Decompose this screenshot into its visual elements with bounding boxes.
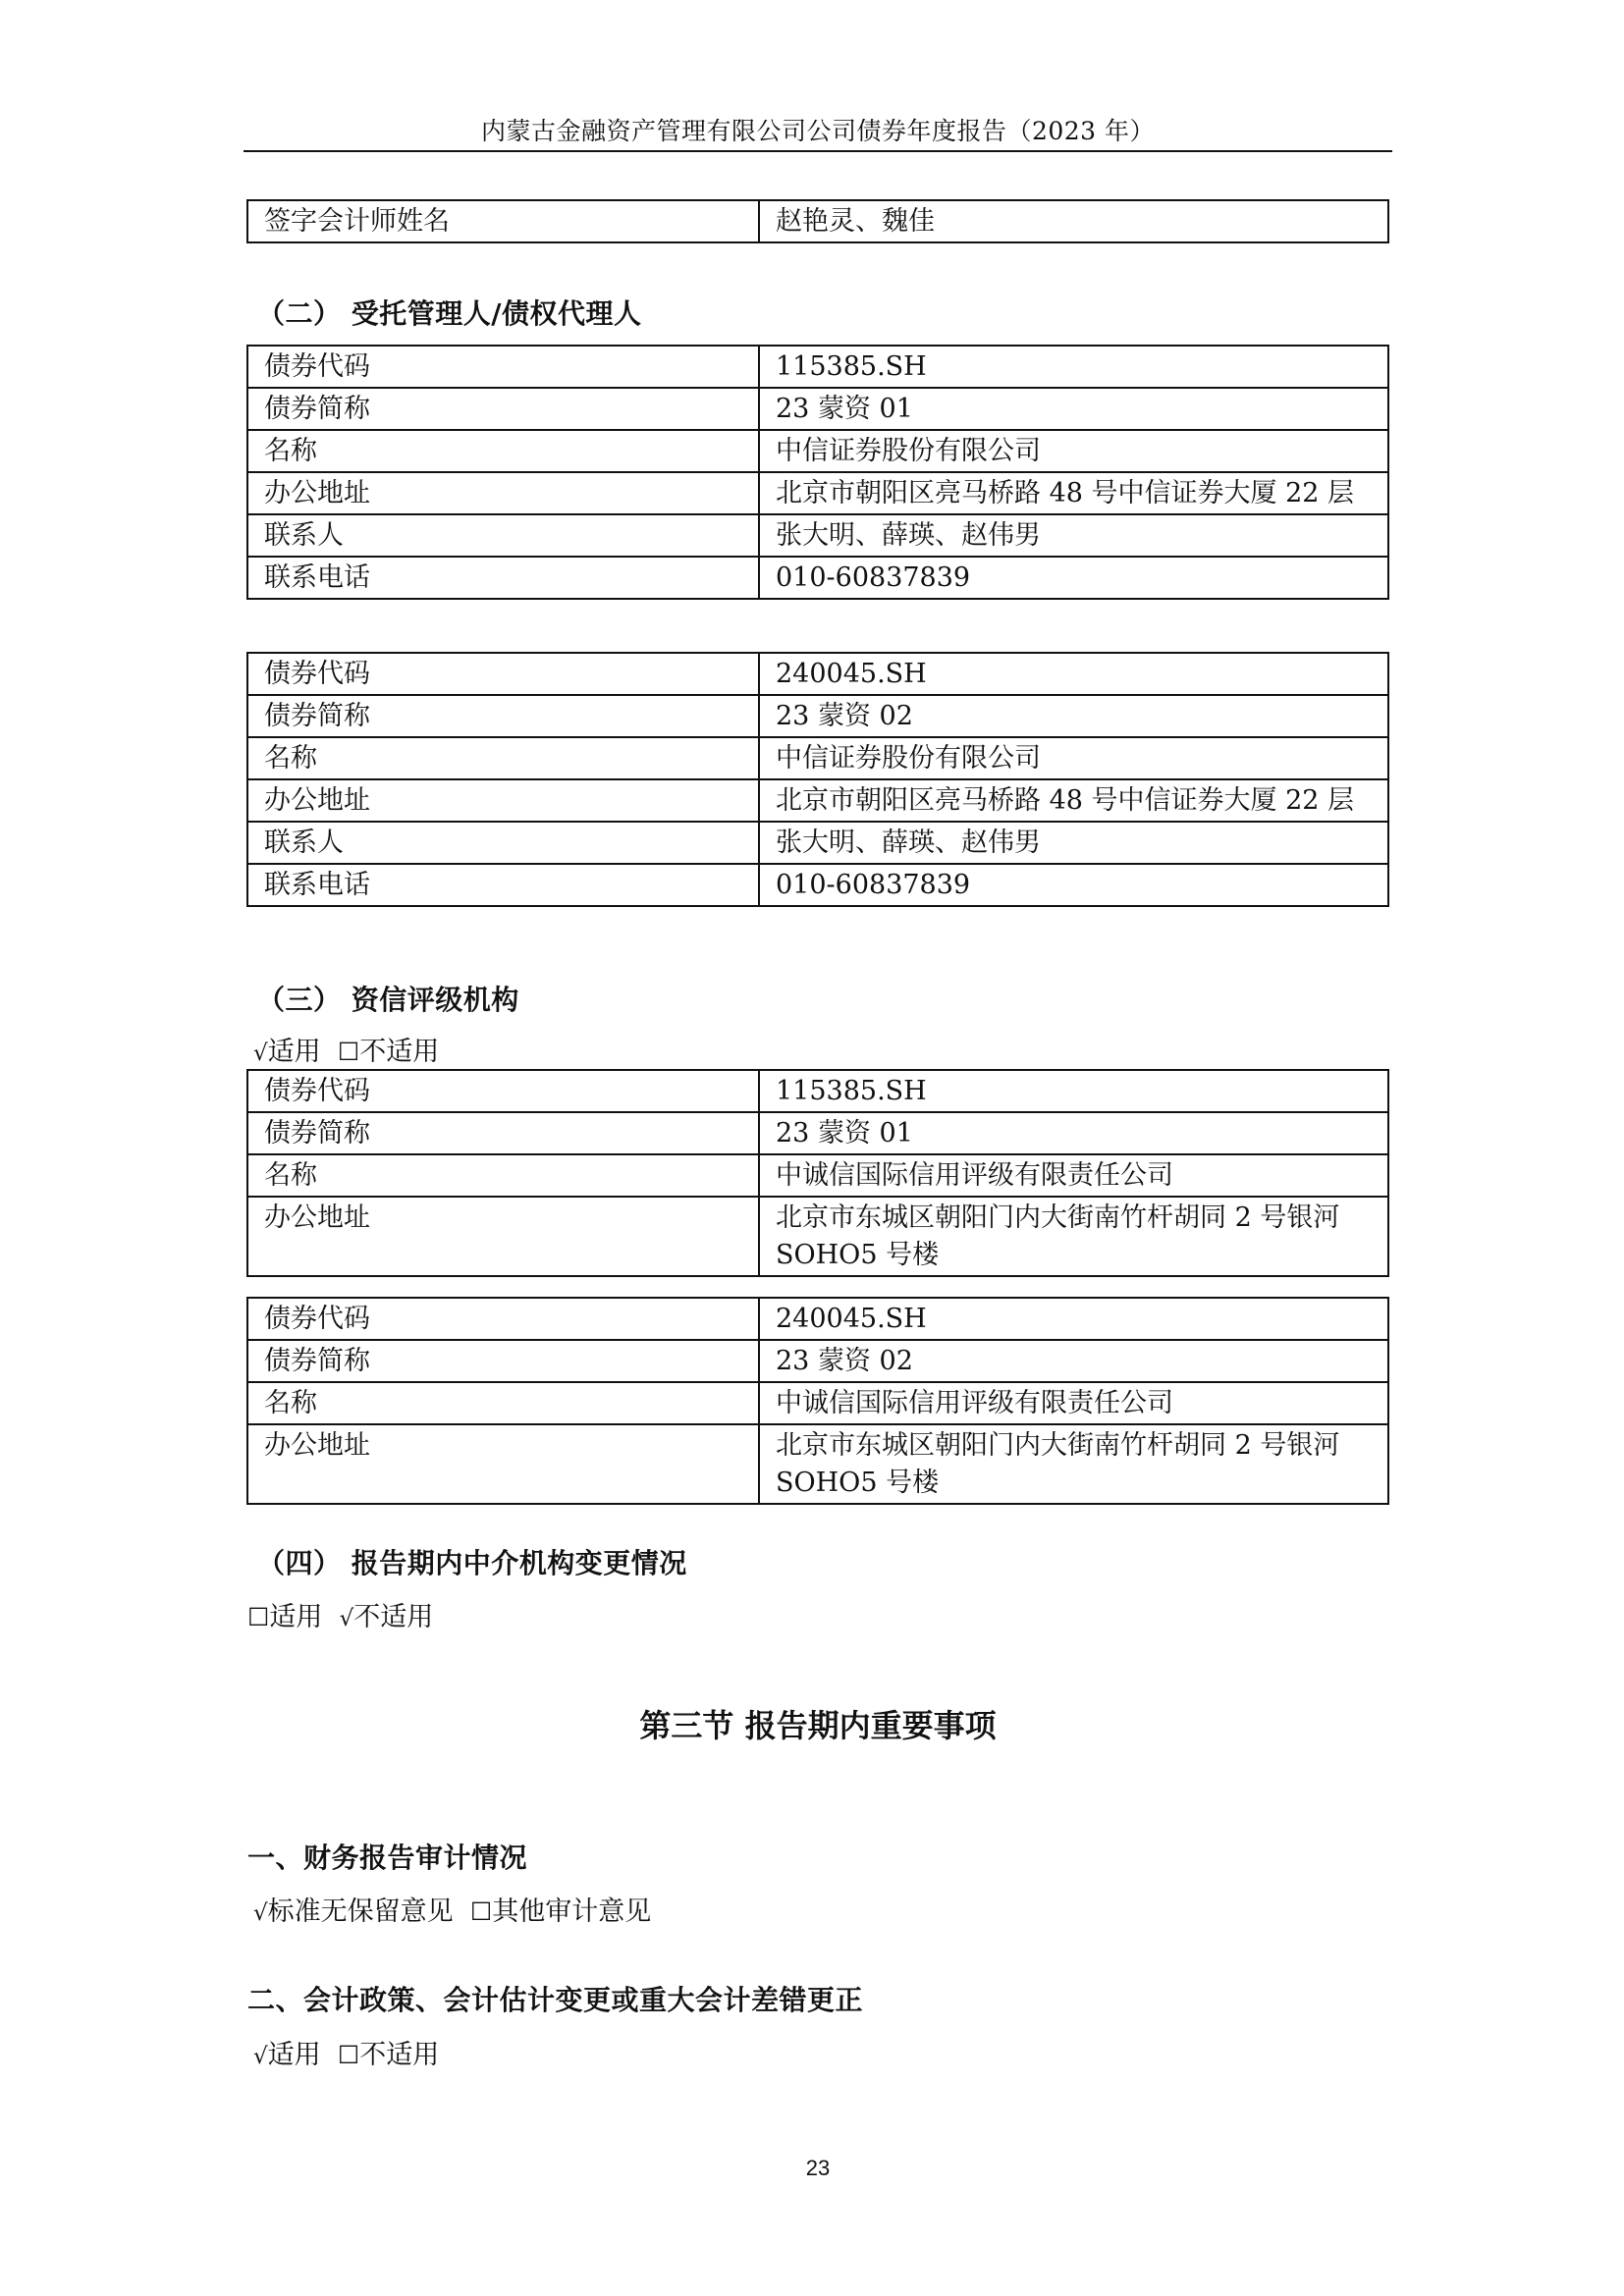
table-row bbox=[247, 388, 1388, 430]
table-key: 债券代码 bbox=[247, 1070, 759, 1112]
table-value: 赵艳灵、魏佳 bbox=[759, 200, 1388, 242]
table-key: 联系电话 bbox=[247, 864, 759, 906]
table-value: 北京市朝阳区亮马桥路 48 号中信证券大厦 22 层 bbox=[759, 472, 1388, 514]
intermediary-heading: （四） 报告期内中介机构变更情况 bbox=[257, 1547, 687, 1579]
table-key: 债券代码 bbox=[247, 653, 759, 695]
option-label: 不适用 bbox=[359, 1037, 440, 1067]
table-value: 010-60837839 bbox=[759, 557, 1388, 599]
option-label: 适用 bbox=[269, 1602, 323, 1632]
table-row bbox=[247, 1424, 1388, 1504]
table-row bbox=[247, 472, 1388, 514]
page-header: 内蒙古金融资产管理有限公司公司债券年度报告（2023 年） bbox=[480, 117, 1156, 145]
trustee-heading: （二） 受托管理人/债权代理人 bbox=[257, 297, 642, 330]
table-value: 北京市东城区朝阳门内大街南竹杆胡同 2 号银河 SOHO5 号楼 bbox=[759, 1424, 1388, 1504]
option-label: 其他审计意见 bbox=[492, 1896, 652, 1927]
auditor-table bbox=[246, 199, 1389, 243]
table-key: 名称 bbox=[247, 1382, 759, 1424]
table-key: 办公地址 bbox=[247, 1424, 759, 1504]
table-row bbox=[247, 1340, 1388, 1382]
table-value: 23 蒙资 02 bbox=[759, 1340, 1388, 1382]
option-label: 适用 bbox=[267, 1037, 321, 1067]
table-value: 张大明、薛瑛、赵伟男 bbox=[759, 514, 1388, 557]
option-label: 适用 bbox=[267, 2040, 321, 2070]
table-key: 联系人 bbox=[247, 822, 759, 864]
table-value: 115385.SH bbox=[759, 346, 1388, 388]
audit-options bbox=[253, 1890, 651, 1928]
page-number: 23 bbox=[805, 2156, 831, 2180]
rating-applicability bbox=[253, 1030, 439, 1068]
table-key: 债券简称 bbox=[247, 1112, 759, 1154]
table-value: 240045.SH bbox=[759, 1298, 1388, 1340]
table-row bbox=[247, 653, 1388, 695]
rating-heading: （三） 资信评级机构 bbox=[257, 984, 519, 1016]
table-row bbox=[247, 695, 1388, 737]
checkbox-empty-icon: ☐ bbox=[337, 1038, 360, 1066]
checkbox-empty-icon: ☐ bbox=[337, 2041, 360, 2069]
table-value: 中诚信国际信用评级有限责任公司 bbox=[759, 1382, 1388, 1424]
table-key: 债券代码 bbox=[247, 346, 759, 388]
table-value: 北京市朝阳区亮马桥路 48 号中信证券大厦 22 层 bbox=[759, 779, 1388, 822]
option-label: 不适用 bbox=[353, 1602, 434, 1632]
table-key: 名称 bbox=[247, 737, 759, 779]
table-row bbox=[247, 346, 1388, 388]
trustee-table-2 bbox=[246, 652, 1389, 907]
table-key: 债券简称 bbox=[247, 695, 759, 737]
audit-heading: 一、财务报告审计情况 bbox=[247, 1842, 528, 1874]
table-value: 北京市东城区朝阳门内大街南竹杆胡同 2 号银河 SOHO5 号楼 bbox=[759, 1197, 1388, 1276]
rating-table-2 bbox=[246, 1297, 1389, 1505]
table-key: 名称 bbox=[247, 1154, 759, 1197]
table-value: 中诚信国际信用评级有限责任公司 bbox=[759, 1154, 1388, 1197]
table-value: 240045.SH bbox=[759, 653, 1388, 695]
option-label: 不适用 bbox=[359, 2040, 440, 2070]
table-value: 010-60837839 bbox=[759, 864, 1388, 906]
table-row bbox=[247, 822, 1388, 864]
accounting-heading: 二、会计政策、会计估计变更或重大会计差错更正 bbox=[247, 1984, 864, 2016]
table-key: 签字会计师姓名 bbox=[247, 200, 759, 242]
checkmark-icon: √ bbox=[253, 1900, 268, 1926]
table-key: 债券代码 bbox=[247, 1298, 759, 1340]
table-row bbox=[247, 514, 1388, 557]
table-row bbox=[247, 1112, 1388, 1154]
table-row bbox=[247, 1070, 1388, 1112]
table-value: 23 蒙资 02 bbox=[759, 695, 1388, 737]
table-key: 办公地址 bbox=[247, 779, 759, 822]
table-row bbox=[247, 864, 1388, 906]
table-key: 联系电话 bbox=[247, 557, 759, 599]
table-key: 债券简称 bbox=[247, 1340, 759, 1382]
table-row bbox=[247, 1298, 1388, 1340]
table-row bbox=[247, 430, 1388, 472]
checkbox-empty-icon: ☐ bbox=[469, 1897, 493, 1926]
table-row bbox=[247, 737, 1388, 779]
table-value: 中信证券股份有限公司 bbox=[759, 430, 1388, 472]
checkbox-empty-icon: ☐ bbox=[247, 1603, 270, 1631]
table-row bbox=[247, 200, 1388, 242]
checkmark-icon: √ bbox=[253, 2044, 268, 2069]
header-rule bbox=[244, 150, 1392, 152]
table-row bbox=[247, 1154, 1388, 1197]
table-row bbox=[247, 779, 1388, 822]
table-value: 23 蒙资 01 bbox=[759, 1112, 1388, 1154]
table-key: 债券简称 bbox=[247, 388, 759, 430]
table-key: 名称 bbox=[247, 430, 759, 472]
table-value: 23 蒙资 01 bbox=[759, 388, 1388, 430]
trustee-table-1 bbox=[246, 345, 1389, 600]
option-label: 标准无保留意见 bbox=[267, 1896, 454, 1927]
table-value: 115385.SH bbox=[759, 1070, 1388, 1112]
checkmark-icon: √ bbox=[253, 1041, 268, 1066]
accounting-applicability bbox=[253, 2033, 439, 2071]
table-row bbox=[247, 1197, 1388, 1276]
section-title: 第三节 报告期内重要事项 bbox=[639, 1707, 997, 1744]
table-key: 办公地址 bbox=[247, 1197, 759, 1276]
checkmark-icon: √ bbox=[339, 1606, 354, 1631]
table-row bbox=[247, 1382, 1388, 1424]
table-key: 办公地址 bbox=[247, 472, 759, 514]
table-value: 张大明、薛瑛、赵伟男 bbox=[759, 822, 1388, 864]
table-value: 中信证券股份有限公司 bbox=[759, 737, 1388, 779]
rating-table-1 bbox=[246, 1069, 1389, 1277]
table-key: 联系人 bbox=[247, 514, 759, 557]
table-row bbox=[247, 557, 1388, 599]
intermediary-applicability bbox=[247, 1595, 433, 1633]
